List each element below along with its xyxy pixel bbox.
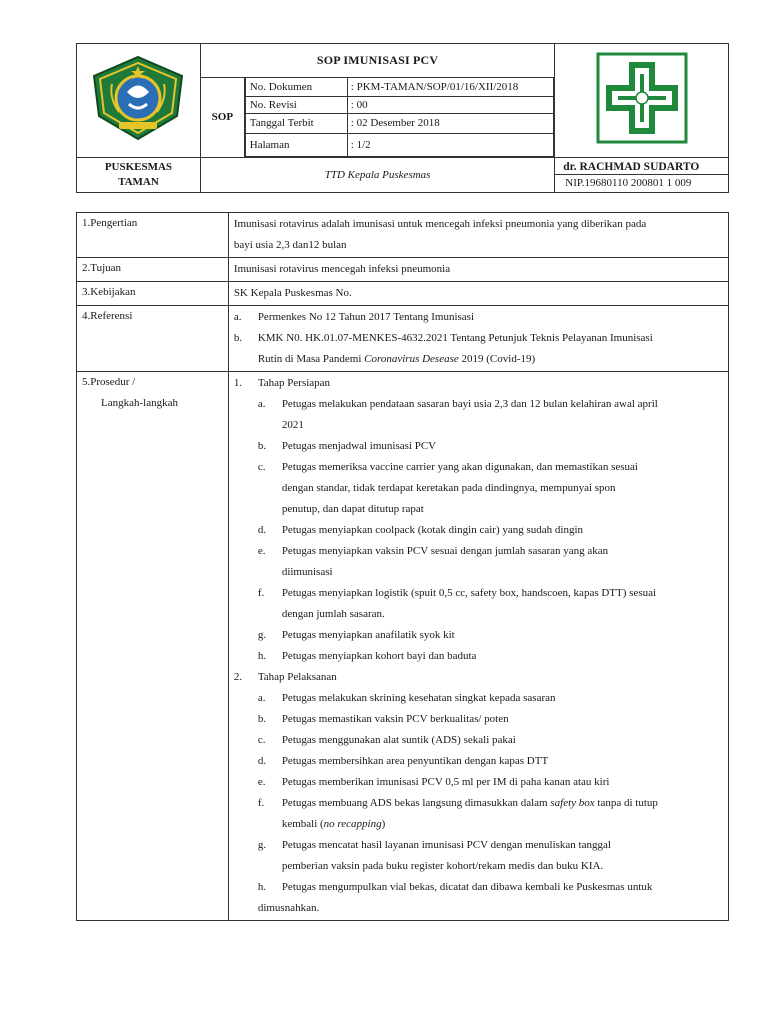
section-2-item-d bbox=[234, 751, 722, 772]
sop-header-table bbox=[76, 43, 729, 193]
section-2-item-a bbox=[234, 688, 722, 709]
section-1-item-line: dengan standar, tidak terdapat keretakan pada dindingnya, mempunyai spon bbox=[281, 482, 616, 494]
referensi-item-b-text-2 bbox=[258, 349, 722, 370]
section-1-item-f bbox=[234, 583, 722, 625]
section-1-item-c bbox=[234, 457, 722, 520]
section-2-item-g-line-1: Petugas mencatat hasil layanan imunisasi PCV dengan menuliskan tanggal bbox=[281, 839, 611, 851]
item-f-italic-1: safety box bbox=[550, 797, 595, 809]
section-1-item-marker: f. bbox=[257, 587, 265, 599]
section-1-item-marker: a. bbox=[257, 398, 266, 410]
organization-line-2: TAMAN bbox=[118, 175, 159, 188]
section-1-item-marker: e. bbox=[257, 545, 266, 557]
section-1-title: Tahap Persiapan bbox=[257, 377, 331, 389]
referensi-item-b bbox=[234, 328, 722, 370]
referensi-b-italic: Coronavirus Desease bbox=[364, 353, 459, 365]
item-f-pre: Petugas membuang ADS bekas langsung dimasukkan dalam bbox=[281, 797, 551, 809]
right-logo-cell bbox=[555, 44, 729, 158]
section-1-item-e bbox=[234, 541, 722, 583]
section-2-item-g-line-2: pemberian vaksin pada buku register kohort/rekam medis dan buku KIA. bbox=[281, 860, 604, 872]
pengertian-text-2: bayi usia 2,3 dan12 bulan bbox=[233, 239, 347, 251]
section-1-item-marker: c. bbox=[257, 461, 266, 473]
section-1-item-line: dengan jumlah sasaran. bbox=[281, 608, 385, 620]
sop-label: SOP bbox=[200, 78, 244, 158]
revision-label: No. Revisi bbox=[245, 96, 347, 113]
referensi-label: 4.Referensi bbox=[77, 306, 229, 372]
government-seal-icon bbox=[89, 54, 187, 142]
section-1-item-line: Petugas memeriksa vaccine carrier yang akan digunakan, dan memastikan sesuai bbox=[281, 461, 638, 473]
section-2-item-h bbox=[234, 877, 722, 919]
signatory-cell bbox=[555, 157, 729, 192]
section-1-item-marker: g. bbox=[257, 629, 267, 641]
section-1-item-line: Petugas menjadwal imunisasi PCV bbox=[281, 440, 437, 452]
signature-note: TTD Kepala Puskesmas bbox=[200, 157, 554, 192]
section-2-item-e bbox=[234, 772, 722, 793]
referensi-item-a-marker: a. bbox=[233, 311, 242, 323]
section-2-item-h-line-2: dimusnahkan. bbox=[257, 902, 320, 914]
item-f-l2-pre: kembali ( bbox=[281, 818, 324, 830]
puskesmas-cross-icon bbox=[596, 52, 688, 144]
section-2-title: Tahap Pelaksanan bbox=[257, 671, 337, 683]
row-kebijakan bbox=[77, 282, 729, 306]
section-1-item-b bbox=[234, 436, 722, 457]
prosedur-section-2-title bbox=[234, 667, 722, 688]
pengertian-text-1: Imunisasi rotavirus adalah imunisasi untuk mencegah infeksi pneumonia yang diberikan pada bbox=[233, 218, 647, 230]
section-2-item-e-marker: e. bbox=[257, 776, 266, 788]
referensi-content bbox=[228, 306, 728, 372]
section-2-item-c bbox=[234, 730, 722, 751]
section-1-item-line: Petugas menyiapkan anafilatik syok kit bbox=[281, 629, 455, 641]
section-2-item-c-text: Petugas menggunakan alat suntik (ADS) sekali pakai bbox=[281, 734, 516, 746]
section-1-item-d bbox=[234, 520, 722, 541]
section-1-item-line: 2021 bbox=[281, 419, 304, 431]
publish-date-label: Tanggal Terbit bbox=[245, 113, 347, 133]
section-2-item-c-marker: c. bbox=[257, 734, 266, 746]
section-1-item-line: Petugas melakukan pendataan sasaran bayi usia 2,3 dan 12 bulan kelahiran awal april bbox=[281, 398, 658, 410]
referensi-item-a bbox=[234, 307, 722, 328]
prosedur-section-1-title bbox=[234, 373, 722, 394]
section-2-item-f-line-2 bbox=[282, 814, 722, 835]
row-prosedur bbox=[77, 372, 729, 921]
section-1-item-marker: h. bbox=[257, 650, 267, 662]
left-logo-cell bbox=[77, 44, 201, 158]
section-2-item-h-line-1: Petugas mengumpulkan vial bekas, dicatat dan dibawa kembali ke Puskesmas untuk bbox=[281, 881, 653, 893]
section-2-item-g bbox=[234, 835, 722, 877]
section-1-item-line: penutup, dan dapat ditutup rapat bbox=[281, 503, 424, 515]
referensi-item-b-text-1: KMK N0. HK.01.07-MENKES-4632.2021 Tentang Petunjuk Teknis Pelayanan Imunisasi bbox=[257, 332, 653, 344]
kebijakan-content: SK Kepala Puskesmas No. bbox=[228, 282, 728, 306]
section-1-number: 1. bbox=[233, 377, 243, 389]
sop-title: SOP IMUNISASI PCV bbox=[200, 44, 554, 78]
prosedur-label-1: 5.Prosedur / bbox=[82, 376, 136, 388]
section-2-item-b-marker: b. bbox=[257, 713, 267, 725]
referensi-b-pre: Rutin di Masa Pandemi bbox=[257, 353, 365, 365]
organization-name bbox=[77, 157, 201, 192]
section-2-item-f-line-1 bbox=[282, 793, 722, 814]
item-f-italic-2: no recapping bbox=[323, 818, 382, 830]
prosedur-label bbox=[77, 372, 229, 921]
item-f-post: tanpa di tutup bbox=[594, 797, 658, 809]
sop-body-table bbox=[76, 212, 729, 921]
referensi-item-a-text: Permenkes No 12 Tahun 2017 Tentang Imunisasi bbox=[257, 311, 475, 323]
page-value: : 1/2 bbox=[347, 133, 553, 156]
doc-number-label: No. Dokumen bbox=[245, 78, 347, 96]
tujuan-label: 2.Tujuan bbox=[77, 258, 229, 282]
section-1-list bbox=[234, 394, 722, 667]
section-2-item-b bbox=[234, 709, 722, 730]
prosedur-content bbox=[228, 372, 728, 921]
section-1-item-line: diimunisasi bbox=[281, 566, 333, 578]
referensi-item-b-marker: b. bbox=[233, 332, 243, 344]
publish-date-value: : 02 Desember 2018 bbox=[347, 113, 553, 133]
section-2-item-b-text: Petugas memastikan vaksin PCV berkualitas/ poten bbox=[281, 713, 509, 725]
section-1-item-marker: d. bbox=[257, 524, 267, 536]
section-2-item-d-marker: d. bbox=[257, 755, 267, 767]
section-1-item-g bbox=[234, 625, 722, 646]
section-2-item-a-text: Petugas melakukan skrining kesehatan singkat kepada sasaran bbox=[281, 692, 556, 704]
row-pengertian bbox=[77, 213, 729, 258]
section-1-item-line: Petugas menyiapkan vaksin PCV sesuai dengan jumlah sasaran yang akan bbox=[281, 545, 609, 557]
section-2-item-e-text: Petugas memberikan imunisasi PCV 0,5 ml per IM di paha kanan atau kiri bbox=[281, 776, 610, 788]
doctor-name: dr. RACHMAD SUDARTO bbox=[555, 158, 728, 175]
pengertian-label: 1.Pengertian bbox=[77, 213, 229, 258]
prosedur-label-2: Langkah-langkah bbox=[101, 397, 178, 409]
item-f-l2-post: ) bbox=[381, 818, 386, 830]
section-2-item-f-marker: f. bbox=[257, 797, 265, 809]
section-1-item-line: Petugas menyiapkan logistik (spuit 0,5 cc, safety box, handscoen, kapas DTT) sesuai bbox=[281, 587, 657, 599]
section-1-item-h bbox=[234, 646, 722, 667]
organization-line-1: PUSKESMAS bbox=[104, 160, 173, 173]
pengertian-content bbox=[228, 213, 728, 258]
document-info-cell bbox=[244, 78, 554, 158]
page-label: Halaman bbox=[245, 133, 347, 156]
section-1-item-line: Petugas menyiapkan coolpack (kotak dingin cair) yang sudah dingin bbox=[281, 524, 584, 536]
section-1-item-line: Petugas menyiapkan kohort bayi dan baduta bbox=[281, 650, 477, 662]
revision-value: : 00 bbox=[347, 96, 553, 113]
section-1-item-a bbox=[234, 394, 722, 436]
section-2-item-h-marker: h. bbox=[257, 881, 267, 893]
referensi-b-post: 2019 (Covid-19) bbox=[458, 353, 536, 365]
section-2-item-a-marker: a. bbox=[257, 692, 266, 704]
section-2-item-g-marker: g. bbox=[257, 839, 267, 851]
section-1-item-marker: b. bbox=[257, 440, 267, 452]
doc-number-value: : PKM-TAMAN/SOP/01/16/XII/2018 bbox=[347, 78, 553, 96]
row-tujuan bbox=[77, 258, 729, 282]
section-2-item-f bbox=[234, 793, 722, 835]
section-2-number: 2. bbox=[233, 671, 243, 683]
doctor-nip: NIP.19680110 200801 1 009 bbox=[565, 176, 692, 189]
section-2-item-d-text: Petugas membersihkan area penyuntikan dengan kapas DTT bbox=[281, 755, 549, 767]
kebijakan-label: 3.Kebijakan bbox=[77, 282, 229, 306]
document-info-table bbox=[245, 78, 554, 157]
row-referensi bbox=[77, 306, 729, 372]
tujuan-content: Imunisasi rotavirus mencegah infeksi pneumonia bbox=[228, 258, 728, 282]
